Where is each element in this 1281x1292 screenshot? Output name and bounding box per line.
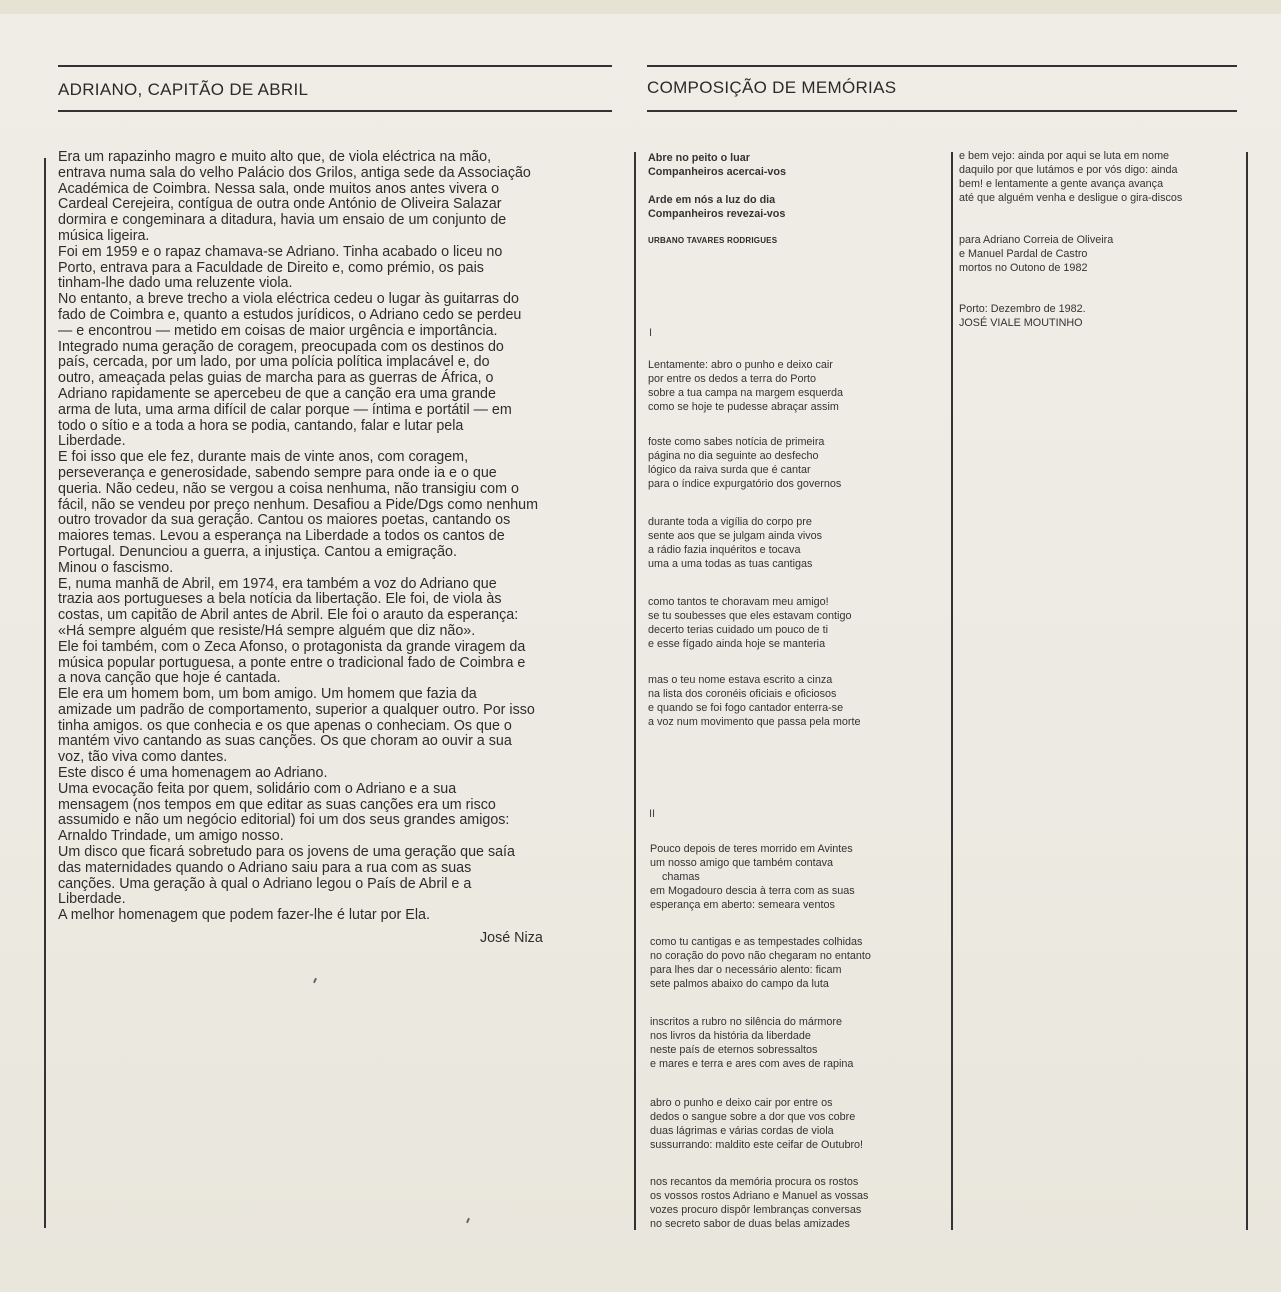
poem-stanza bbox=[648, 358, 843, 414]
prose-line: Uma evocação feita por quem, solidário com o Adriano e a sua bbox=[58, 780, 457, 797]
poem-line: sete palmos abaixo do campo da luta bbox=[650, 978, 829, 990]
poem-line: se tu soubesses que eles estavam contigo bbox=[648, 610, 852, 622]
left-top-rule bbox=[58, 65, 612, 67]
poem-line: por entre os dedos a terra do Porto bbox=[648, 373, 817, 385]
prose-line: entrava numa sala do velho Palácio dos Grilos, antiga sede da Associação bbox=[58, 164, 531, 181]
top-band bbox=[0, 0, 1281, 14]
part-2-label: II bbox=[649, 808, 656, 820]
prose-line: trazia aos portugueses a bela notícia da libertação. Ele foi, de viola às bbox=[58, 591, 502, 608]
prose-line: tinham-lhe dado uma reluzente viola. bbox=[58, 275, 293, 292]
poem-line: nos livros da história da liberdade bbox=[650, 1030, 811, 1042]
prose-line: país, cercada, por um lado, por uma polícia política implacável e, do bbox=[58, 354, 490, 371]
right-middle-column-rule bbox=[951, 152, 953, 1230]
left-article-body bbox=[58, 150, 628, 924]
left-section-title: ADRIANO, CAPITÃO DE ABRIL bbox=[58, 80, 309, 99]
poem-line: como tantos te choravam meu amigo! bbox=[648, 596, 829, 608]
prose-line: Minou o fascismo. bbox=[58, 559, 174, 576]
closing-stanza: e bem vejo: ainda por aqui se luta em nome daquilo por que lutámos e por vós digo: ainda bem! e lentamente a gente avança avança até que alguém venha e desligue o gira-discos bbox=[959, 150, 1183, 204]
prose-line: Cardeal Cerejeira, contígua de outra onde António de Oliveira Salazar bbox=[58, 196, 502, 213]
prose-line: todo o sítio e a toda a hora se podia, cantando, falar e lutar pela bbox=[58, 417, 464, 434]
prose-line: dormira e congeminara a ditadura, havia um ensaio de um conjunto de bbox=[58, 212, 507, 229]
poem-line: sussurrando: maldito este ceifar de Outubro! bbox=[650, 1139, 864, 1151]
prose-line: música popular portuguesa, a ponte entre o tradicional fado de Coimbra e bbox=[58, 654, 526, 671]
poem-line: como tu cantigas e as tempestades colhidas bbox=[650, 936, 863, 948]
poem-stanza bbox=[650, 935, 871, 991]
prose-line: Portugal. Denunciou a guerra, a injustiça. Cantou a emigração. bbox=[58, 543, 457, 560]
place-and-author: Porto: Dezembro de 1982. JOSÉ VIALE MOUTINHO bbox=[959, 303, 1086, 329]
poem-line: vozes procuro dispôr lembranças conversas bbox=[650, 1204, 862, 1216]
poem-line: para o índice expurgatório dos governos bbox=[648, 478, 842, 490]
prose-line: outro trovador da sua geração. Cantou os maiores poetas, cantando os bbox=[58, 512, 511, 529]
poem-line: no secreto sabor de duas belas amizades bbox=[650, 1218, 850, 1230]
prose-line: Integrado numa geração de coragem, preocupada com os destinos do bbox=[58, 338, 504, 355]
right-right-column-rule bbox=[1246, 152, 1248, 1230]
poem-line: mas o teu nome estava escrito a cinza bbox=[648, 674, 833, 686]
poem-line: sente aos que se julgam ainda vivos bbox=[648, 530, 823, 542]
poem-line: e quando se foi fogo cantador enterra-se bbox=[648, 702, 844, 714]
poem-line: a voz num movimento que passa pela morte bbox=[648, 716, 861, 728]
poem-line: foste como sabes notícia de primeira bbox=[648, 436, 825, 448]
left-column-rule bbox=[44, 158, 46, 1228]
prose-line: Adriano rapidamente se apercebeu de que a canção era uma grande bbox=[58, 385, 496, 402]
prose-line: Arnaldo Trindade, um amigo nosso. bbox=[58, 828, 284, 845]
poem-stanza bbox=[648, 435, 841, 491]
prose-line: Um disco que ficará sobretudo para os jovens de uma geração que saía bbox=[58, 844, 515, 861]
prose-line: Porto, entrava para a Faculdade de Direito e, como prémio, os pais bbox=[58, 259, 484, 276]
prose-line: Liberdade. bbox=[58, 891, 126, 908]
right-left-column-rule bbox=[634, 152, 636, 1230]
poem-line: duas lágrimas e várias cordas de viola bbox=[650, 1125, 834, 1137]
prose-line: A melhor homenagem que podem fazer-lhe é lutar por Ela. bbox=[58, 907, 430, 924]
prose-line: outro, ameaçada pelas guias de marcha para as guerras de África, o bbox=[58, 370, 494, 387]
prose-line: das maternidades quando o Adriano saiu para a rua com as suas bbox=[58, 859, 472, 876]
prose-line: fado de Coimbra e, quanto a estudos jurídicos, o Adriano cedo se perdeu bbox=[58, 306, 522, 323]
prose-line: E, numa manhã de Abril, em 1974, era também a voz do Adriano que bbox=[58, 575, 497, 592]
poem-line: inscritos a rubro no silência do mármore bbox=[650, 1016, 843, 1028]
poem-line: dedos o sangue sobre a dor que vos cobre bbox=[650, 1111, 856, 1123]
poem-line: para lhes dar o necessário alento: ficam bbox=[650, 964, 842, 976]
prose-line: Liberdade. bbox=[58, 433, 126, 450]
prose-line: mantém vivo cantando as suas canções. Os que choram ao ouvir a sua bbox=[58, 733, 512, 750]
poem-line: nos recantos da memória procura os rostos bbox=[650, 1176, 859, 1188]
right-top-rule bbox=[647, 65, 1237, 67]
prose-line: fácil, não se vendeu por preço nenhum. Desafiou a Pide/Dgs como nenhum bbox=[58, 496, 539, 513]
right-title-rule bbox=[647, 110, 1237, 112]
poem-line: os vossos rostos Adriano e Manuel as vossas bbox=[650, 1190, 869, 1202]
prose-line: a nova canção que hoje é cantada. bbox=[58, 670, 281, 687]
speck bbox=[313, 978, 317, 983]
prose-line: costas, um capitão de Abril antes de Abril. Ele foi o arauto da esperança: bbox=[58, 607, 519, 624]
poem-stanza bbox=[648, 595, 851, 651]
speck bbox=[466, 1218, 470, 1223]
poem-line: abro o punho e deixo cair por entre os bbox=[650, 1097, 833, 1109]
prose-line: queria. Não cedeu, não se vergou a coisa nenhuma, não transigiu com o bbox=[58, 480, 519, 497]
poem-stanza bbox=[650, 1096, 863, 1152]
poem-line: e mares e terra e ares com aves de rapina bbox=[650, 1058, 854, 1070]
prose-line: amizade um padrão de comportamento, superior a qualquer outro. Por isso bbox=[58, 701, 535, 718]
poem-line: lógico da raiva surda que é cantar bbox=[648, 464, 811, 476]
poem-line: a rádio fazia inquéritos e tocava bbox=[648, 544, 801, 556]
poem-line: Lentamente: abro o punho e deixo cair bbox=[648, 359, 833, 371]
prose-line: No entanto, a breve trecho a viola eléctrica cedeu o lugar às guitarras do bbox=[58, 291, 519, 308]
prose-line: Este disco é uma homenagem ao Adriano. bbox=[58, 765, 328, 782]
prose-line: E foi isso que ele fez, durante mais de vinte anos, com coragem, bbox=[58, 449, 469, 466]
poem-stanza bbox=[650, 1175, 868, 1231]
prose-line: perseverança e generosidade, sabendo sempre para onde ia e o que bbox=[58, 464, 497, 481]
prose-line: — e encontrou — metido em coisas de maior urgência e importância. bbox=[58, 322, 498, 339]
prose-line: voz, tão viva como dantes. bbox=[58, 749, 228, 766]
poem-stanza bbox=[648, 673, 860, 729]
right-section-title: COMPOSIÇÃO DE MEMÓRIAS bbox=[647, 78, 897, 97]
epigraph-stanza-2: Arde em nós a luz do dia Companheiros revezai-vos bbox=[648, 194, 786, 220]
poem-line: e esse fígado ainda hoje se manteria bbox=[648, 638, 826, 650]
prose-line: Ele era um homem bom, um bom amigo. Um homem que fazia da bbox=[58, 686, 477, 703]
epigraph-stanza-1: Abre no peito o luar Companheiros acercai-vos bbox=[648, 152, 787, 178]
poem-line: página no dia seguinte ao desfecho bbox=[648, 450, 819, 462]
left-signature: José Niza bbox=[480, 930, 543, 946]
prose-line: Era um rapazinho magro e muito alto que, de viola eléctrica na mão, bbox=[58, 149, 492, 165]
prose-line: música ligeira. bbox=[58, 227, 150, 244]
prose-line: tinha amigos. os que conhecia e os que apenas o conheciam. Os que o bbox=[58, 717, 512, 734]
prose-line: assumido e não um negócio editorial) foi um dos seus grandes amigos: bbox=[58, 812, 510, 829]
poem-line: durante toda a vigília do corpo pre bbox=[648, 516, 812, 528]
part-1-label: I bbox=[649, 327, 653, 339]
dedication: para Adriano Correia de Oliveira e Manuel Pardal de Castro mortos no Outono de 1982 bbox=[959, 234, 1114, 274]
prose-line: arma de luta, uma arma difícil de calar porque — íntima e portátil — em bbox=[58, 401, 512, 418]
poem-stanza bbox=[650, 1015, 853, 1071]
poem-line: como se hoje te pudesse abraçar assim bbox=[648, 401, 839, 413]
epigraph-author: URBANO TAVARES RODRIGUES bbox=[648, 236, 778, 245]
poem-line: uma a uma todas as tuas cantigas bbox=[648, 558, 813, 570]
prose-line: maiores temas. Levou a esperança na Liberdade a todos os cantos de bbox=[58, 528, 505, 545]
prose-line: Foi em 1959 e o rapaz chamava-se Adriano. Tinha acabado o liceu no bbox=[58, 243, 503, 260]
poem-line: sobre a tua campa na margem esquerda bbox=[648, 387, 844, 399]
poem-line: neste país de eternos sobressaltos bbox=[650, 1044, 818, 1056]
prose-line: mensagem (nos tempos em que editar as suas canções era um risco bbox=[58, 796, 496, 813]
prose-line: «Há sempre alguém que resiste/Há sempre alguém que diz não». bbox=[58, 622, 476, 639]
poem-line: no coração do povo não chegaram no entanto bbox=[650, 950, 871, 962]
poem-line: na lista dos coronéis oficiais e oficiosos bbox=[648, 688, 837, 700]
poem-line: decerto terias cuidado um pouco de ti bbox=[648, 624, 829, 636]
poem-part-2-stanza-1: Pouco depois de teres morrido em Avintes um nosso amigo que também contava chamas em Mogadouro descia à terra com as suas esperança em aberto: semeara ventos bbox=[650, 843, 855, 911]
prose-line: Ele foi também, com o Zeca Afonso, o protagonista da grande viragem da bbox=[58, 638, 526, 655]
prose-line: canções. Uma geração à qual o Adriano legou o País de Abril e a bbox=[58, 875, 472, 892]
poem-stanza bbox=[648, 515, 822, 571]
left-title-rule bbox=[58, 110, 612, 112]
prose-line: Académica de Coimbra. Nessa sala, onde muitos anos antes vivera o bbox=[58, 180, 500, 197]
